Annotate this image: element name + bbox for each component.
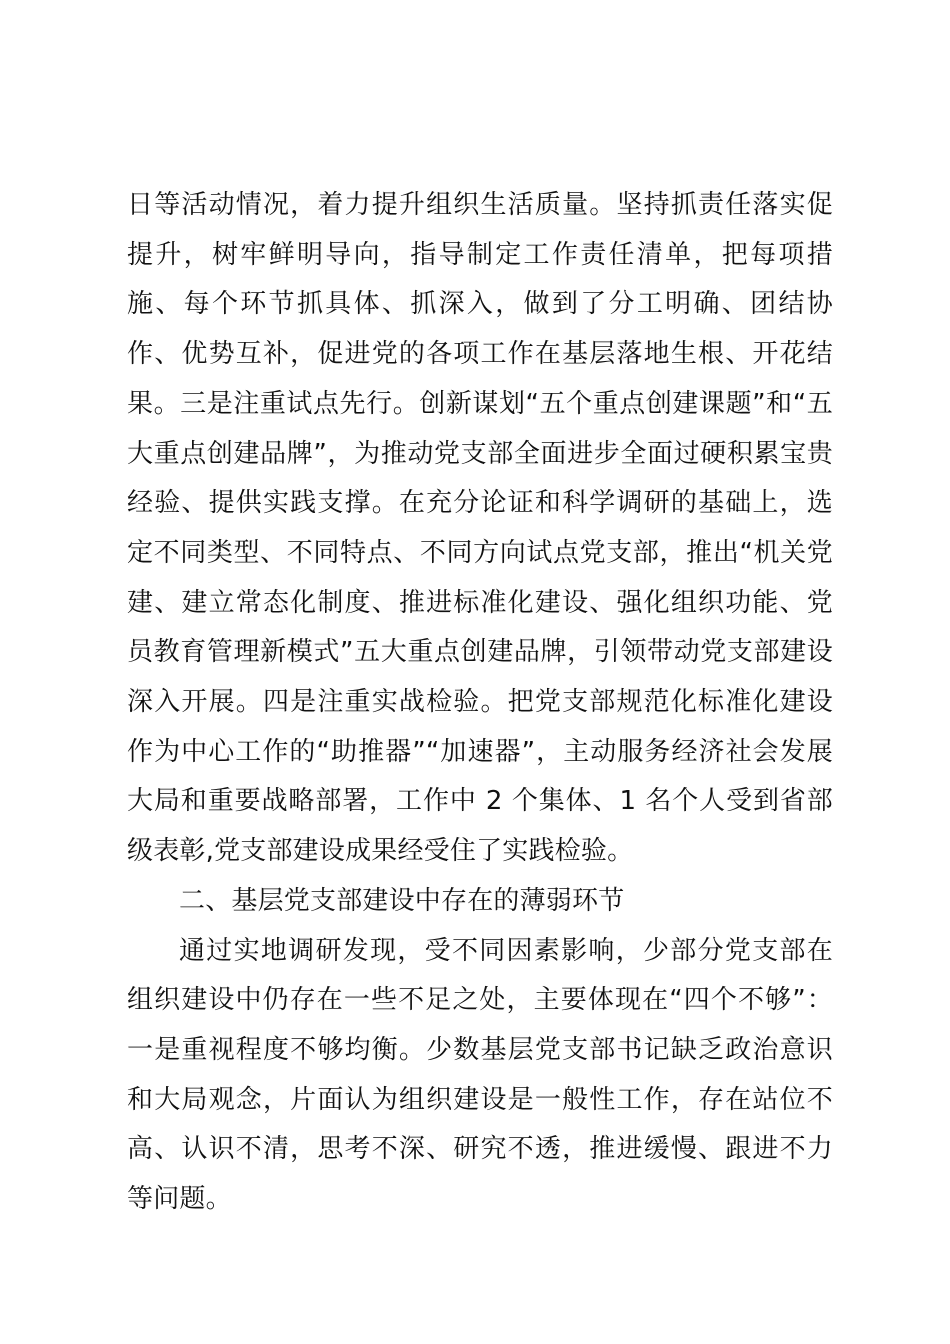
paragraph-continuation: 日等活动情况，着力提升组织生活质量。坚持抓责任落实促提升，树牢鲜明导向，指导制定工作责任清单，把每项措施、每个环节抓具体、抓深入，做到了分工明确、团结协作、优势互补，促进党的各项工作在基层落地生根、开花结果。三是注重试点先行。创新谋划“五个重点创建课题”和“五大重点创建品牌”，为推动党支部全面进步全面过硬积累宝贵经验、提供实践支撑。在充分论证和科学调研的基础上，选定不同类型、不同特点、不同方向试点党支部，推出“机关党建、建立常态化制度、推进标准化建设、强化组织功能、党员教育管理新模式”五大重点创建品牌，引领带动党支部建设深入开展。四是注重实战检验。把党支部规范化标准化建设作为中心工作的“助推器”“加速器”，主动服务经济社会发展大局和重要战略部署，工作中 2 个集体、1 名个人受到省部级表彰,党支部建设成果经受住了实践检验。: [127, 190, 833, 867]
paragraph-findings: 通过实地调研发现，受不同因素影响，少部分党支部在组织建设中仍存在一些不足之处，主要体现在“四个不够”：一是重视程度不够均衡。少数基层党支部书记缺乏政治意识和大局观念，片面认为组织建设是一般性工作，存在站位不高、认识不清，思考不深、研究不透，推进缓慢、跟进不力等问题。: [127, 935, 833, 1215]
section-heading: 二、基层党支部建设中存在的薄弱环节: [179, 885, 625, 916]
document-body: [127, 181, 833, 1225]
